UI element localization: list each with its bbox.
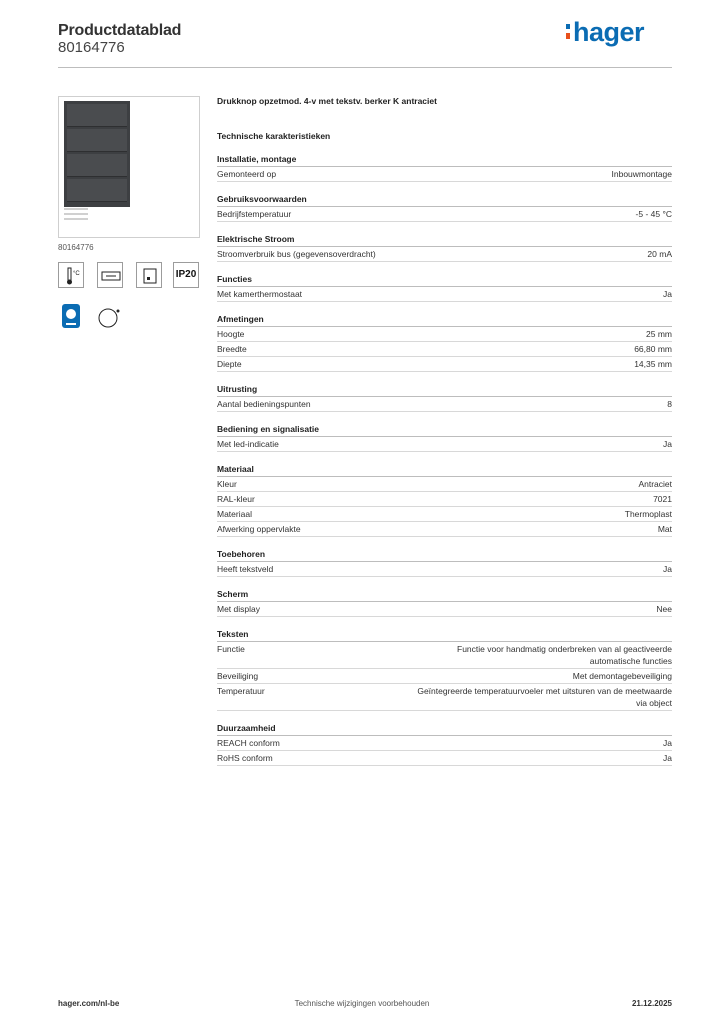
spec-key: Heeft tekstveld: [217, 564, 274, 574]
spec-key: Breedte: [217, 344, 247, 354]
spec-value: 14,35 mm: [634, 359, 672, 369]
spec-section-title: Toebehoren: [217, 548, 672, 562]
spec-section-title: Elektrische Stroom: [217, 233, 672, 247]
spec-row: [217, 357, 672, 372]
device-key: [67, 154, 127, 177]
spec-key: RoHS conform: [217, 753, 273, 763]
spec-key: Met kamerthermostaat: [217, 289, 303, 299]
spec-key: Kleur: [217, 479, 237, 489]
spec-value: Inbouwmontage: [611, 169, 672, 179]
spec-key: Hoogte: [217, 329, 245, 339]
spec-value: Mat: [657, 524, 672, 534]
hager-logo: [566, 17, 644, 48]
spec-row: [217, 492, 672, 507]
footer-disclaimer: Technische wijzigingen voorbehouden: [294, 999, 430, 1008]
spec-value: Ja: [663, 289, 672, 299]
spec-value: Geïntegreerde temperatuurvoeler met uitsturen van de meetwaarde via object: [417, 686, 672, 708]
spec-section: [217, 588, 672, 617]
spec-row: [217, 736, 672, 751]
spec-key: Met display: [217, 604, 260, 614]
spec-section: [217, 722, 672, 766]
spec-section-title: Teksten: [217, 628, 672, 642]
spec-key: Gemonteerd op: [217, 169, 277, 179]
thermometer-icon: [58, 262, 84, 288]
spec-key: Materiaal: [217, 509, 252, 519]
spec-section: [217, 193, 672, 222]
knx-icon: [58, 303, 84, 329]
device-key: [67, 179, 127, 202]
spec-row: [217, 477, 672, 492]
spec-section-title: Materiaal: [217, 463, 672, 477]
spec-row: [217, 437, 672, 452]
footer-website: hager.com/nl-be: [58, 999, 120, 1008]
footer-date: 21.12.2025: [631, 999, 672, 1008]
spec-row: [217, 507, 672, 522]
device-key: [67, 104, 127, 127]
product-number: 80164776: [58, 39, 125, 56]
spec-section: [217, 463, 672, 537]
spec-row: [217, 642, 672, 669]
display-icon: [136, 262, 162, 288]
spec-row: [217, 562, 672, 577]
spec-row: [217, 327, 672, 342]
keypad-icon: [97, 262, 123, 288]
spec-value: Thermoplast: [624, 509, 672, 519]
spec-row: [217, 522, 672, 537]
ip-rating-badge: IP20: [173, 262, 199, 288]
spec-value: Functie voor handmatig onderbreken van al geactiveerde automatische functies: [457, 644, 672, 666]
spec-row: [217, 669, 672, 684]
spec-value: Met demontagebeveiliging: [572, 671, 672, 681]
product-name: Drukknop opzetmod. 4-v met tekstv. berker K antraciet: [217, 96, 437, 106]
product-image: [58, 96, 200, 238]
logo-text: hager: [573, 17, 645, 47]
spec-sections: [217, 153, 672, 777]
header-divider: [58, 67, 672, 68]
spec-key: Temperatuur: [217, 686, 265, 696]
spec-section: [217, 273, 672, 302]
spec-value: Ja: [663, 439, 672, 449]
spec-value: Ja: [663, 738, 672, 748]
spec-section-title: Afmetingen: [217, 313, 672, 327]
sensor-icon: [97, 303, 123, 329]
spec-section: [217, 153, 672, 182]
spec-row: [217, 684, 672, 711]
logo-mark-icon: [566, 24, 570, 39]
spec-key: Afwerking oppervlakte: [217, 524, 301, 534]
spec-section: [217, 628, 672, 711]
device-key: [67, 129, 127, 152]
spec-value: 8: [667, 399, 672, 409]
spec-row: [217, 751, 672, 766]
technical-heading: Technische karakteristieken: [217, 131, 331, 141]
spec-value: -5 - 45 °C: [635, 209, 672, 219]
spec-row: [217, 247, 672, 262]
spec-value: 20 mA: [647, 249, 672, 259]
spec-value: Ja: [663, 564, 672, 574]
spec-row: [217, 602, 672, 617]
spec-key: Diepte: [217, 359, 242, 369]
spec-row: [217, 287, 672, 302]
spec-section: [217, 383, 672, 412]
spec-section-title: Duurzaamheid: [217, 722, 672, 736]
spec-value: Antraciet: [638, 479, 672, 489]
spec-section: [217, 313, 672, 372]
spec-key: Bedrijfstemperatuur: [217, 209, 292, 219]
device-label-strips: [64, 208, 88, 228]
spec-row: [217, 397, 672, 412]
spec-row: [217, 167, 672, 182]
spec-key: Met led-indicatie: [217, 439, 279, 449]
spec-section-title: Functies: [217, 273, 672, 287]
device-illustration: [64, 101, 130, 207]
spec-section-title: Uitrusting: [217, 383, 672, 397]
svg-text:°C: °C: [73, 271, 80, 277]
spec-key: Functie: [217, 644, 245, 654]
spec-section-title: Gebruiksvoorwaarden: [217, 193, 672, 207]
spec-section: [217, 233, 672, 262]
spec-key: REACH conform: [217, 738, 280, 748]
spec-section: [217, 548, 672, 577]
spec-section-title: Installatie, montage: [217, 153, 672, 167]
spec-value: 7021: [653, 494, 672, 504]
spec-row: [217, 342, 672, 357]
spec-value: 66,80 mm: [634, 344, 672, 354]
spec-key: Aantal bedieningspunten: [217, 399, 311, 409]
spec-row: [217, 207, 672, 222]
spec-key: Beveiliging: [217, 671, 259, 681]
spec-section-title: Scherm: [217, 588, 672, 602]
spec-value: 25 mm: [646, 329, 672, 339]
spec-key: Stroomverbruik bus (gegevensoverdracht): [217, 249, 376, 259]
page-title: Productdatablad: [58, 22, 182, 39]
spec-value: Ja: [663, 753, 672, 763]
spec-section: [217, 423, 672, 452]
image-caption: 80164776: [58, 243, 94, 252]
spec-section-title: Bediening en signalisatie: [217, 423, 672, 437]
spec-value: Nee: [656, 604, 672, 614]
spec-key: RAL-kleur: [217, 494, 255, 504]
